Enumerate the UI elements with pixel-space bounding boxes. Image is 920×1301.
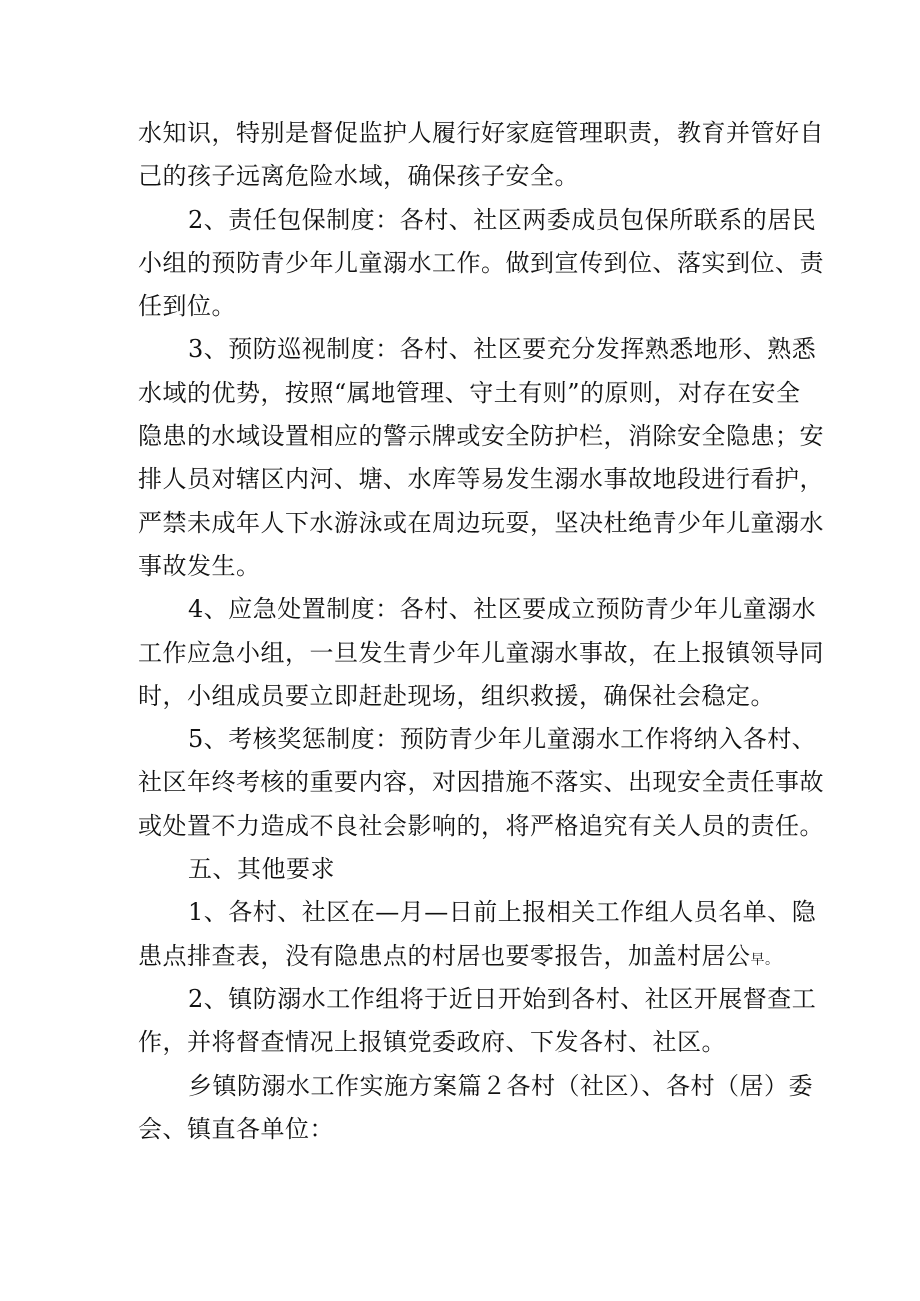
text-line: 作，并将督查情况上报镇党委政府、下发各村、社区。	[138, 1028, 726, 1057]
text-line: 时，小组成员要立即赶赴现场，组织救援，确保社会稳定。	[138, 681, 775, 710]
paragraph-start: 2、责任包保制度：各村、社区两委成员包保所联系的居民	[188, 205, 817, 234]
paragraph-start: 4、应急处置制度：各村、社区要成立预防青少年儿童溺水	[188, 595, 817, 624]
text-line: 小组的预防青少年儿童溺水工作。做到宣传到位、落实到位、责	[138, 248, 824, 277]
text-line: 会、镇直各单位：	[138, 1114, 334, 1143]
paragraph-start: 乡镇防溺水工作实施方案篇２各村（社区）、各村（居）委	[188, 1071, 813, 1100]
section-heading: 五、其他要求	[188, 855, 335, 884]
paragraph-start: 3、预防巡视制度：各村、社区要充分发挥熟悉地形、熟悉	[188, 335, 817, 364]
text-line: 或处置不力造成不良社会影响的，将严格追究有关人员的责任。	[138, 811, 824, 840]
text-line: 己的孩子远离危险水域，确保孩子安全。	[138, 162, 579, 191]
text-line: 隐患的水域设置相应的警示牌或安全防护栏，消除安全隐患；安	[138, 422, 824, 451]
text-line-suffix: 早。	[750, 951, 780, 968]
text-line: 严禁未成年人下水游泳或在周边玩耍，坚决杜绝青少年儿童溺水	[138, 508, 824, 537]
text-line: 排人员对辖区内河、塘、水库等易发生溺水事故地段进行看护，	[138, 465, 824, 494]
paragraph-start: 5、考核奖惩制度：预防青少年儿童溺水工作将纳入各村、	[188, 725, 817, 754]
document-body	[138, 112, 824, 1151]
text-line: 工作应急小组，一旦发生青少年儿童溺水事故，在上报镇领导同	[138, 638, 824, 667]
text-line: 事故发生。	[138, 551, 261, 580]
paragraph-start: 2、镇防溺水工作组将于近日开始到各村、社区开展督查工	[188, 984, 817, 1013]
text-line: 任到位。	[138, 292, 236, 321]
paragraph-start: 1、各村、社区在—月—日前上报相关工作组人员名单、隐	[188, 898, 817, 927]
text-line: 水知识，特别是督促监护人履行好家庭管理职责，教育并管好自	[138, 119, 824, 147]
text-line	[138, 935, 798, 978]
text-line: 水域的优势，按照“属地管理、守土有则”的原则，对存在安全	[138, 378, 801, 407]
text-line-main: 患点排查表，没有隐患点的村居也要零报告，加盖村居公	[138, 941, 751, 970]
text-line: 社区年终考核的重要内容，对因措施不落实、出现安全责任事故	[138, 768, 824, 797]
